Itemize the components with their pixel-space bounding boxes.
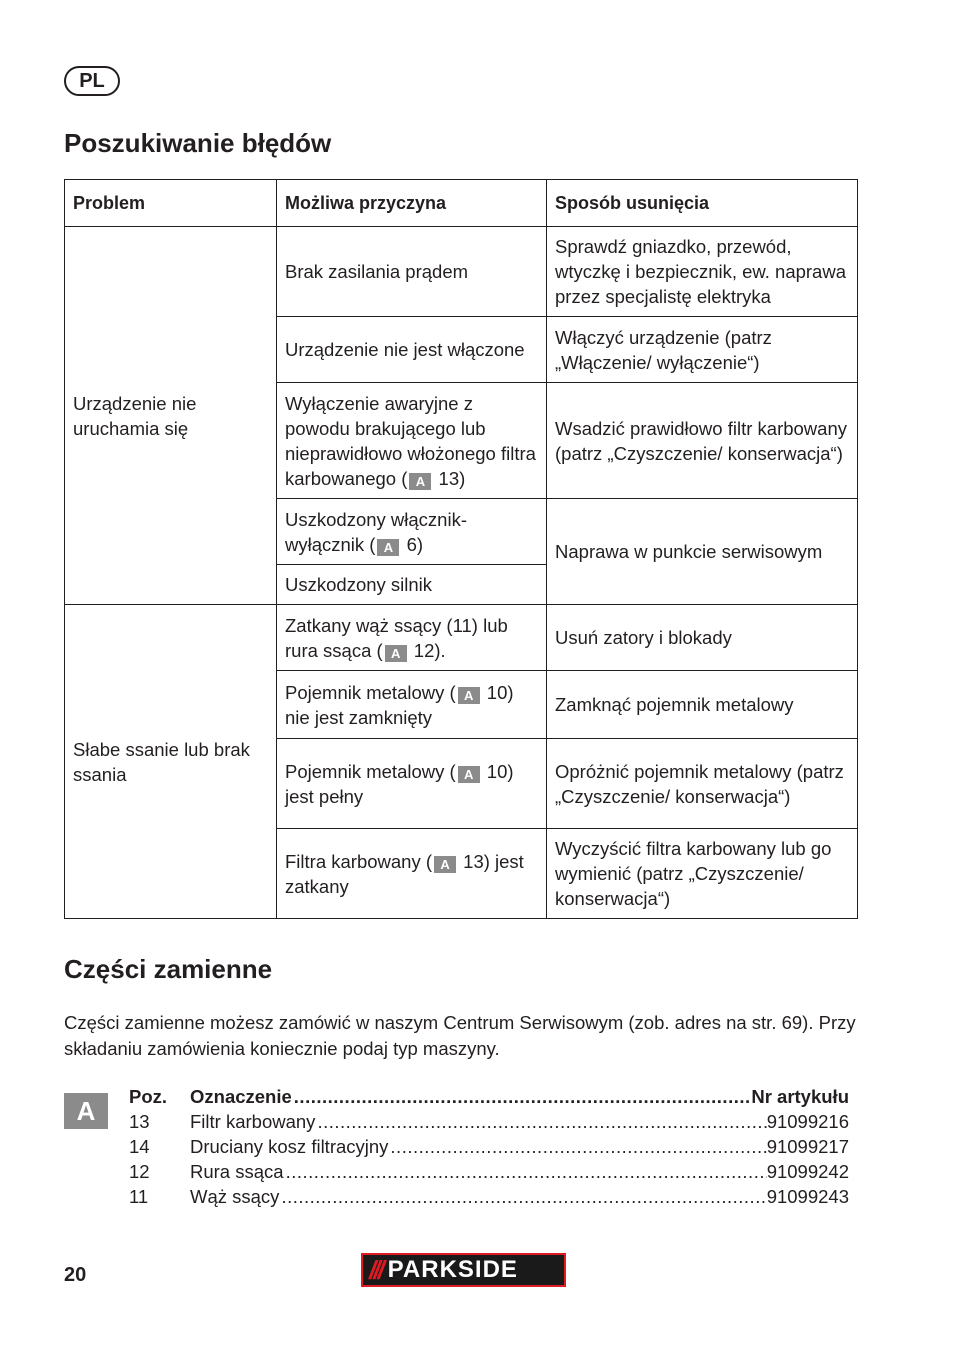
cause-cell: Uszkodzony silnik — [277, 565, 547, 605]
part-pos: 13 — [129, 1111, 150, 1132]
cause-cell — [277, 383, 547, 499]
part-article: 91099216 — [766, 1111, 849, 1132]
part-pos: 14 — [129, 1136, 150, 1157]
list-item — [129, 1159, 849, 1184]
header-article: Nr artykułu — [751, 1086, 849, 1107]
leader-dots — [315, 1109, 766, 1134]
problem-cell: Urządzenie nie uruchamia się — [65, 227, 277, 605]
remedy-cell: Zamknąć pojemnik metalowy — [547, 671, 858, 739]
header-pos: Poz. — [129, 1086, 168, 1107]
parts-header-row — [129, 1084, 849, 1109]
cause-text: 10) jest pełny — [285, 760, 514, 807]
table-row — [65, 605, 858, 671]
figure-a-ref: A — [385, 645, 407, 662]
remedy-cell: Sprawdź gniazdko, przewód, wtyczkę i bezpiecznik, ew. naprawa przez specjalistę elektryka — [547, 227, 858, 317]
cause-cell: Brak zasilania prądem — [277, 227, 547, 317]
spare-parts-list — [129, 1084, 849, 1209]
figure-a-ref: A — [377, 539, 399, 556]
list-item — [129, 1109, 849, 1134]
header-problem: Problem — [65, 180, 277, 227]
cause-text: 13) jest zatkany — [285, 850, 524, 897]
cause-cell — [277, 671, 547, 739]
remedy-cell: Włączyć urządzenie (patrz „Włączenie/ wyłączenie“) — [547, 317, 858, 383]
remedy-cell: Usuń zatory i blokady — [547, 605, 858, 671]
part-name: Wąż ssący — [190, 1186, 280, 1207]
cause-text: Pojemnik metalowy ( — [285, 681, 456, 703]
problem-cell: Słabe ssanie lub brak ssania — [65, 605, 277, 919]
part-name: Druciany kosz filtracyjny — [190, 1136, 389, 1157]
figure-a-label: A — [64, 1093, 108, 1129]
header-name: Oznaczenie — [190, 1086, 292, 1107]
cause-cell — [277, 829, 547, 919]
table-header-row — [65, 180, 858, 227]
cause-cell: Urządzenie nie jest włączone — [277, 317, 547, 383]
part-name: Rura ssąca — [190, 1161, 284, 1182]
header-remedy: Sposób usunięcia — [547, 180, 858, 227]
troubleshooting-title: Poszukiwanie błędów — [64, 128, 332, 158]
cause-text: Pojemnik metalowy ( — [285, 760, 456, 782]
cause-text: 13) — [433, 467, 466, 489]
part-pos: 12 — [129, 1161, 150, 1182]
spare-parts-title: Części zamienne — [64, 954, 273, 984]
logo-text: PARKSIDE — [387, 1256, 518, 1283]
part-article: 91099217 — [766, 1136, 849, 1157]
part-pos: 11 — [129, 1186, 149, 1207]
cause-text: 10) nie jest zamknięty — [285, 681, 514, 728]
spare-parts-intro: Części zamienne możesz zamówić w naszym Centrum Serwisowym (zob. adres na str. 69). Przy składaniu zamówienia koniecznie podaj typ maszyny. — [64, 1012, 856, 1059]
parkside-logo — [361, 1253, 566, 1287]
cause-text: Wyłączenie awaryjne z powodu brakującego lub nieprawidłowo włożonego filtra karbowanego ( — [285, 392, 536, 489]
leader-dots — [279, 1184, 766, 1209]
leader-dots — [292, 1084, 752, 1109]
cause-text: 6) — [401, 533, 424, 555]
figure-a-ref: A — [409, 473, 431, 490]
part-name: Filtr karbowany — [190, 1111, 316, 1132]
cause-cell — [277, 605, 547, 671]
part-article: 91099242 — [766, 1161, 849, 1182]
remedy-cell: Wsadzić prawidłowo filtr karbowany (patrz „Czyszczenie/ konserwacja“) — [547, 383, 858, 499]
cause-cell — [277, 739, 547, 829]
leader-dots — [388, 1134, 766, 1159]
logo-slashes: /// — [369, 1254, 382, 1285]
cause-text: Uszkodzony włącznik-wyłącznik ( — [285, 508, 467, 555]
cause-cell — [277, 499, 547, 565]
language-badge: PL — [64, 66, 120, 96]
troubleshooting-table — [64, 179, 858, 919]
list-item — [129, 1184, 849, 1209]
remedy-cell: Naprawa w punkcie serwisowym — [547, 499, 858, 605]
list-item — [129, 1134, 849, 1159]
leader-dots — [284, 1159, 767, 1184]
page-number: 20 — [64, 1264, 87, 1286]
part-article: 91099243 — [766, 1186, 849, 1207]
remedy-cell: Opróżnić pojemnik metalowy (patrz „Czyszczenie/ konserwacja“) — [547, 739, 858, 829]
cause-text: Zatkany wąż ssący (11) lub rura ssąca ( — [285, 614, 508, 661]
remedy-cell: Wyczyścić filtra karbowany lub go wymienić (patrz „Czyszczenie/ konserwacja“) — [547, 829, 858, 919]
figure-a-ref: A — [458, 766, 480, 783]
cause-text: 12). — [408, 639, 446, 661]
header-cause: Możliwa przyczyna — [277, 180, 547, 227]
figure-a-ref: A — [434, 856, 456, 873]
cause-text: Filtra karbowany ( — [285, 850, 433, 872]
table-row — [65, 227, 858, 317]
figure-a-ref: A — [458, 687, 480, 704]
